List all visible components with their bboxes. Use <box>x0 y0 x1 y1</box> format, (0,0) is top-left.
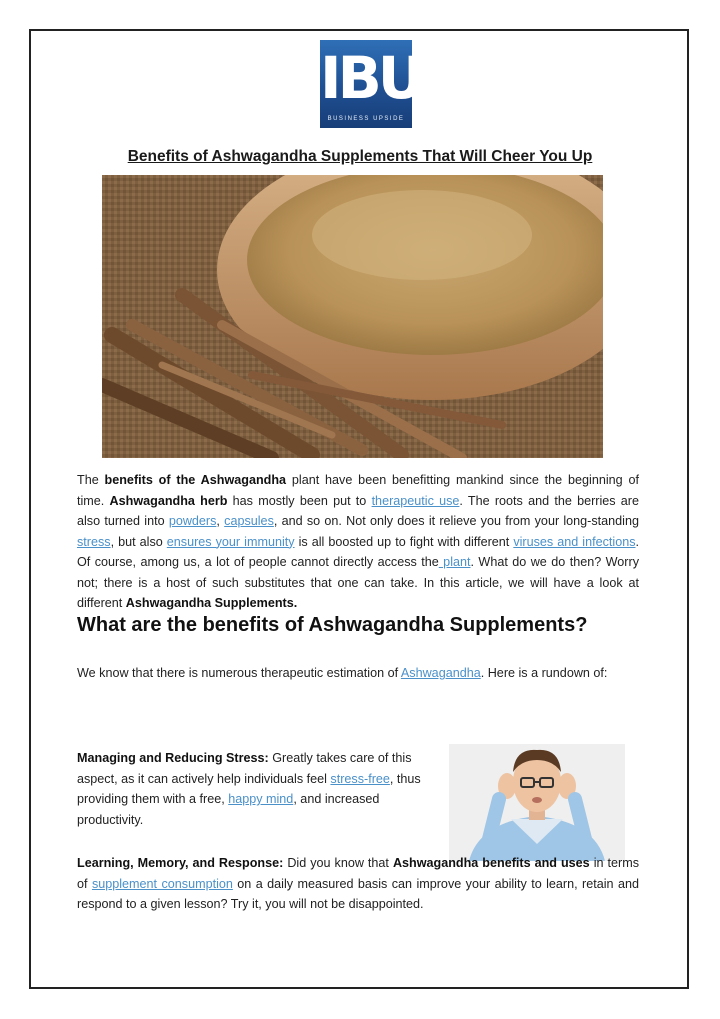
stress-label: Managing and Reducing Stress: <box>77 751 269 765</box>
bold-text: Ashwagandha Supplements. <box>125 596 298 610</box>
link-therapeutic-use[interactable]: therapeutic use <box>371 493 460 508</box>
link-ashwagandha[interactable]: Ashwagandha <box>400 666 481 680</box>
link-viruses-infections[interactable]: viruses and infections <box>513 534 636 549</box>
intro-paragraph: The benefits of the Ashwagandha plant have been benefitting mankind since the beginning of time. Ashwagandha herb has mostly been put to therapeutic use. The roots and the berries are also turned into powders, capsules, and so on. Not only does it relieve you from your long-standing stress, but also ensures your immunity is all boosted up to fight with different viruses and infections. Of course, among us, a lot of people cannot directly access the plant. What do we do then? Worry not; there is a host of such substitutes that one can take. In this article, we will have a look at different Ashwagandha Supplements. <box>77 473 640 610</box>
link-happy-mind[interactable]: happy mind <box>228 792 294 806</box>
bold-text: Ashwagandha herb <box>109 493 228 508</box>
business-upside-logo[interactable] <box>320 40 421 128</box>
link-stress[interactable]: stress <box>77 534 111 549</box>
logo-mark: IBU <box>320 44 421 112</box>
stressed-man-image <box>449 744 625 861</box>
rundown-paragraph: We know that there is numerous therapeutic estimation of Ashwagandha. Here is a rundown of: <box>77 666 608 680</box>
link-supplement-consumption[interactable]: supplement consumption <box>91 876 233 891</box>
stress-paragraph: Managing and Reducing Stress: Greatly takes care of this aspect, as it can actively help individuals feel stress-free, thus providing them with a free, happy mind, and increased productivity. <box>77 751 421 827</box>
link-ensures-immunity[interactable]: ensures your immunity <box>166 534 295 549</box>
ashwagandha-powder-image <box>102 175 603 458</box>
section-heading: What are the benefits of Ashwagandha Supplements? <box>77 614 588 636</box>
page-title: Benefits of Ashwagandha Supplements That Will Cheer You Up <box>127 148 593 165</box>
bold-text: benefits of the Ashwagandha <box>104 473 287 487</box>
learning-label: Learning, Memory, and Response: <box>77 856 284 870</box>
link-stress-free[interactable]: stress-free <box>330 771 390 786</box>
link-powders[interactable]: powders <box>168 514 217 528</box>
link-capsules[interactable]: capsules <box>224 514 274 528</box>
link-plant[interactable]: plant <box>438 555 471 569</box>
learning-paragraph: Learning, Memory, and Response: Did you know that Ashwagandha benefits and uses in terms of supplement consumption on a daily measured basis can improve your ability to learn, retain and respond to a given lesson? Try it, you will not be disappointed. <box>77 856 639 911</box>
bold-text: Ashwagandha benefits and uses <box>392 856 590 870</box>
logo-tagline: BUSINESS UPSIDE <box>327 116 405 122</box>
